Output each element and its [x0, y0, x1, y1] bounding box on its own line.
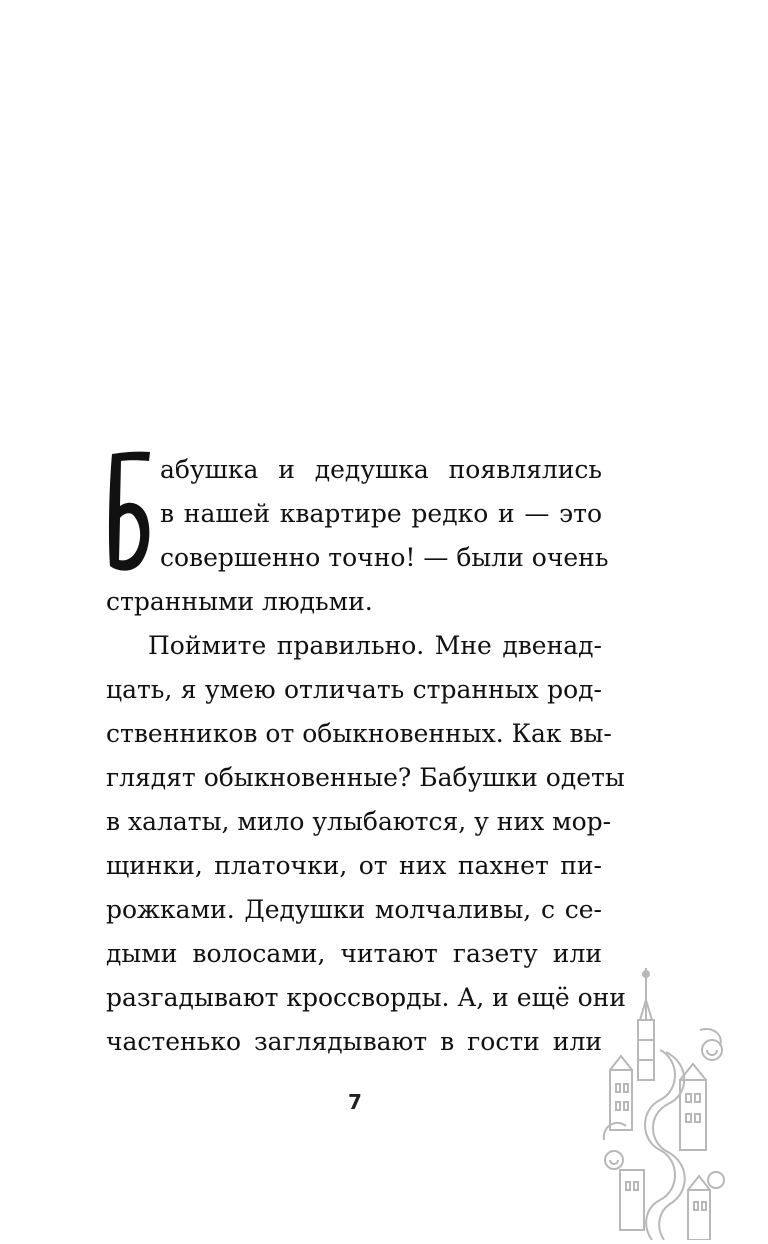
body-text	[106, 448, 626, 1064]
text-line: совершенно точно! — были очень	[160, 543, 609, 572]
text-line: частенько заглядывают в гости или	[106, 1027, 602, 1056]
text-line: ственников от обыкновенных. Как вы-	[106, 719, 612, 748]
page-number: 7	[348, 1090, 362, 1114]
text-line: странными людьми.	[106, 587, 373, 616]
text-line: Поймите правильно. Мне двенад-	[148, 631, 602, 660]
text-line: в нашей квартире редко и — это	[160, 499, 602, 528]
text-line: абушка и дедушка появлялись	[160, 455, 602, 484]
city-ornament-icon	[600, 960, 730, 1240]
text-line: рожками. Дедушки молчаливы, с се-	[106, 895, 602, 924]
text-line: щинки, платочки, от них пахнет пи-	[106, 851, 602, 880]
text-line: глядят обыкновенные? Бабушки одеты	[106, 763, 625, 792]
text-line: дыми волосами, читают газету или	[106, 939, 602, 968]
text-line: цать, я умею отличать странных род-	[106, 675, 602, 704]
text-line: в халаты, мило улыбаются, у них мор-	[106, 807, 612, 836]
text-line: разгадывают кроссворды. А, и ещё они	[106, 983, 626, 1012]
